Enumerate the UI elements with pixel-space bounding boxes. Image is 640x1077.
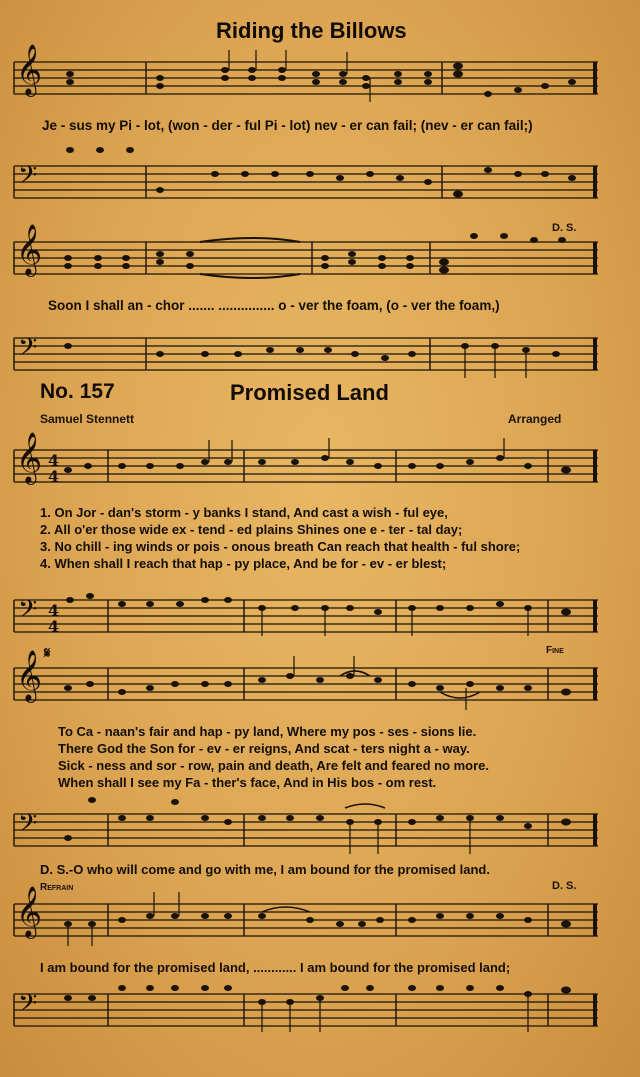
- dal-segno-lyric-line: D. S.-O who will come and go with me, I am bound for the promised land.: [40, 862, 490, 877]
- song-author: Samuel Stennett: [40, 412, 135, 426]
- verse-line: When shall I see my Fa - ther's face, And in His bos - om rest.: [58, 775, 437, 790]
- treble-clef-icon: 𝄞: [16, 886, 43, 937]
- lyric-line: Soon I shall an - chor ....... ............... o - ver the foam, (o - ver the foam,): [48, 298, 500, 313]
- staff-bass: [0, 334, 640, 378]
- bass-clef-icon: 𝄢: [18, 333, 38, 368]
- staff-bass: [0, 810, 640, 854]
- dal-segno-mark: D. S.: [552, 222, 577, 234]
- staff-treble: [0, 900, 640, 944]
- verse-line: To Ca - naan's fair and hap - py land, Where my pos - ses - sions lie.: [58, 724, 477, 739]
- refrain-lyric-line: I am bound for the promised land, ............ I am bound for the promised land;: [40, 960, 511, 975]
- bass-clef-icon: 𝄢: [18, 595, 38, 630]
- treble-clef-icon: 𝄞: [16, 44, 43, 95]
- staff-bass: [0, 990, 640, 1034]
- bass-clef-icon: 𝄢: [18, 989, 38, 1024]
- verse-line: 1. On Jor - dan's storm - y banks I stand, And cast a wish - ful eye,: [40, 505, 448, 520]
- treble-clef-icon: 𝄞: [16, 650, 43, 701]
- svg-text:4: 4: [48, 617, 60, 636]
- verse-line: 2. All o'er those wide ex - tend - ed plains Shines one e - ter - tal day;: [40, 522, 463, 537]
- staff-bass: [0, 162, 640, 206]
- verse-line: 4. When shall I reach that hap - py place, And be for - ev - er blest;: [40, 556, 447, 571]
- verse-line: There God the Son for - ev - er reigns, And scat - ters night a - way.: [58, 741, 470, 756]
- staff-treble: [0, 446, 640, 490]
- staff-treble: [0, 58, 640, 102]
- lyric-line: Je - sus my Pi - lot, (won - der - ful Pi - lot) nev - er can fail; (nev - er can fail;): [42, 118, 533, 133]
- refrain-label: Refrain: [40, 882, 74, 893]
- bass-clef-icon: 𝄢: [18, 161, 38, 196]
- svg-text:4: 4: [48, 601, 60, 620]
- fine-mark: Fine: [546, 645, 564, 656]
- treble-clef-icon: 𝄞: [16, 432, 43, 483]
- song-arranger: Arranged: [508, 412, 562, 426]
- staff-treble: [0, 664, 640, 708]
- verse-line: Sick - ness and sor - row, pain and death, Are felt and feared no more.: [58, 758, 490, 773]
- segno-icon: 𝄋: [44, 645, 51, 662]
- song-title-riding-the-billows: Riding the Billows: [216, 18, 407, 43]
- hymn-number: No. 157: [40, 380, 115, 403]
- dal-segno-mark: D. S.: [552, 880, 577, 892]
- svg-text:4: 4: [48, 467, 60, 486]
- bass-clef-icon: 𝄢: [18, 809, 38, 844]
- staff-bass: [0, 596, 640, 640]
- song-title-promised-land: Promised Land: [230, 380, 389, 405]
- staff-treble: [0, 238, 640, 282]
- treble-clef-icon: 𝄞: [16, 224, 43, 275]
- svg-text:4: 4: [48, 451, 60, 470]
- verse-line: 3. No chill - ing winds or pois - onous breath Can reach that health - ful shore;: [40, 539, 521, 554]
